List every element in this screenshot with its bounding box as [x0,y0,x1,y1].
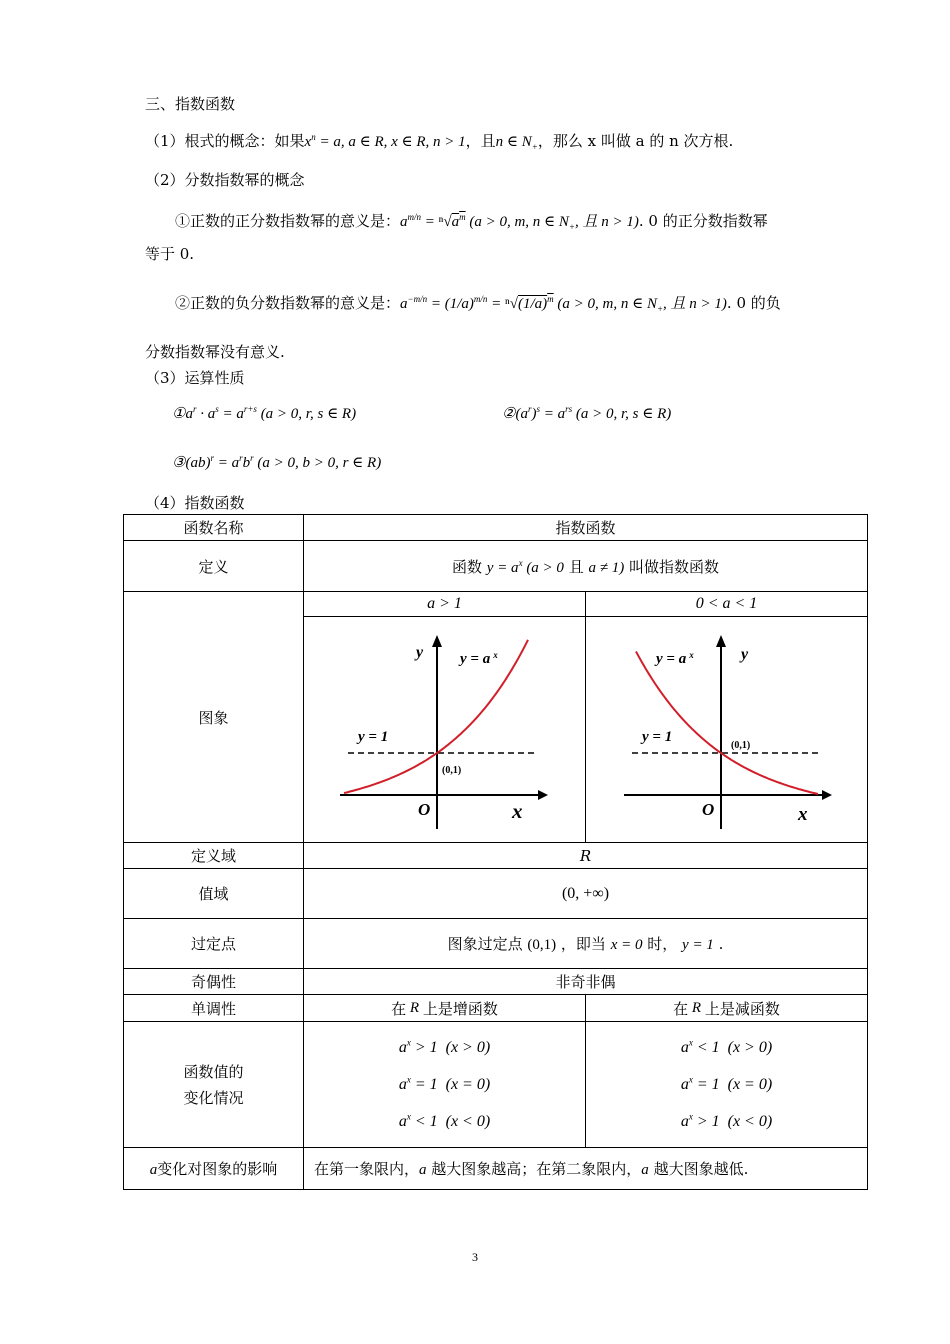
op-rule-1: $①a^r \cdot a^s = a^{r+s}$ (a > 0, r, s ∈ R) [172,404,357,422]
row-value-effect-of-a: 在第一象限内，a 越大图象越高；在第二象限内，a 越大图象越低. [304,1148,868,1190]
pos-math: $a^{m/n} = ^n√a^m$ (a > 0, m, n ∈ $N_+$, 且 n > 1) [400,212,639,232]
row-value-range: (0, +∞) [304,869,868,919]
x-axis-arrow-icon [822,790,832,800]
y-axis-label: y [741,646,749,663]
row-label-definition: 定义 [124,541,304,592]
negative-fraction-exponent [175,293,781,314]
value-change-item: $a^x < 1$ (x > 0) [680,1037,773,1056]
value-change-decay [586,1022,867,1147]
row-label-effect-of-a: a变化对图象的影响 [124,1148,304,1190]
op-rule-2: $②(a^r)^s = a^{rs}$ (a > 0, r, s ∈ R) [502,404,672,422]
y-axis-label: y [416,644,424,661]
table-row [124,592,868,843]
value-change-item: $a^x = 1$ (x = 0) [680,1074,773,1093]
decay-graph [586,617,871,842]
row-value-graph [304,592,868,843]
page-number: 3 [472,1250,478,1264]
graph-header-growth: a > 1 [304,592,586,616]
y-axis-arrow-icon [716,635,726,647]
value-change-item: $a^x = 1$ (x = 0) [398,1074,491,1093]
curve-label: y = a $^x$ [656,650,694,667]
table-row [124,1148,868,1190]
row-value-monotonicity [304,995,868,1022]
y-axis-arrow-icon [432,635,442,647]
table-row [124,1022,868,1148]
curve-label: y = a $^x$ [460,650,498,667]
radical-mid: ，且 [465,132,496,150]
radical-label: （1）根式的概念：如果 [145,132,305,150]
neg-intro: ②正数的负分数指数幂的意义是： [175,294,401,312]
row-value-fixed-point: 图象过定点 (0,1) ，即当 x = 0 时， y = 1 . [304,919,868,969]
radical-math: $x^n = a$, a ∈ R, x ∈ R, n > 1 [304,132,466,150]
table-row [124,919,868,969]
table-row [124,995,868,1022]
origin-label: O [418,800,431,819]
positive-fraction-exponent [175,211,768,232]
value-change-item: $a^x < 1$ (x < 0) [398,1111,491,1130]
row-label-value-change: 函数值的 变化情况 [124,1022,304,1148]
ops-label: （3）运算性质 [145,369,245,387]
fraction-label: （2）分数指数幂的概念 [145,171,305,189]
neg-math: $a^{-m/n} = (1/a)^{m/n} = ^n√(1/a)^m$ (a > 0, m, n ∈ $N_+$, 且 n > 1) [400,294,727,314]
table-row [124,541,868,592]
row-label-graph: 图象 [124,592,304,843]
row-label-domain: 定义域 [124,843,304,869]
value-change-growth [304,1022,586,1147]
radical-cond: n ∈ $N_+$ [495,134,538,152]
radical-concept [145,131,733,152]
section-title: 三、指数函数 [145,95,236,113]
growth-graph-panel [304,617,586,842]
point-label: (0,1) [731,740,751,751]
row-value-definition: 函数 $y = a^x$ (a > 0 且 a ≠ 1) 叫做指数函数 [304,541,868,592]
exponential-function-table [123,514,868,1190]
decay-graph-panel [586,617,871,842]
func-label: （4）指数函数 [145,494,245,512]
neg-tail2: 分数指数幂没有意义. [145,343,285,361]
x-axis-label: x [512,799,523,823]
monotonicity-decreasing: 在 R 上是减函数 [673,999,780,1018]
value-change-item: $a^x > 1$ (x < 0) [680,1111,773,1130]
pos-tail: . 0 的正分数指数幂 [638,212,768,230]
monotonicity-increasing: 在 R 上是增函数 [304,995,586,1021]
row-label-parity: 奇偶性 [124,969,304,995]
row-label-name: 函数名称 [124,515,304,541]
growth-graph [304,617,585,842]
table-row [124,515,868,541]
row-value-name: 指数函数 [304,515,868,541]
row-value-parity: 非奇非偶 [304,969,868,995]
graph-header-decay: 0 < a < 1 [695,595,758,612]
hline-label: y = 1 [642,729,673,745]
x-axis-arrow-icon [538,790,548,800]
hline-label: y = 1 [358,729,389,745]
origin-label: O [702,800,715,819]
x-axis-label: x [798,804,808,825]
op-rule-3: ③(ab)$^r$ = $a^rb^r$ (a > 0, b > 0, r ∈ R) [172,453,382,471]
row-value-value-change [304,1022,868,1148]
pos-tail2: 等于 0. [145,245,195,263]
pos-intro: ①正数的正分数指数幂的意义是： [175,212,401,230]
row-value-domain: R [304,843,868,869]
decay-curve [636,652,818,795]
table-row [124,969,868,995]
neg-tail: . 0 的负 [726,294,781,312]
table-row [124,843,868,869]
row-label-fixed-point: 过定点 [124,919,304,969]
point-label: (0,1) [442,765,462,776]
row-label-range: 值域 [124,869,304,919]
value-change-item: $a^x > 1$ (x > 0) [398,1037,491,1056]
table-row [124,869,868,919]
row-label-monotonicity: 单调性 [124,995,304,1022]
radical-end: ，那么 x 叫做 a 的 n 次方根. [537,132,734,150]
